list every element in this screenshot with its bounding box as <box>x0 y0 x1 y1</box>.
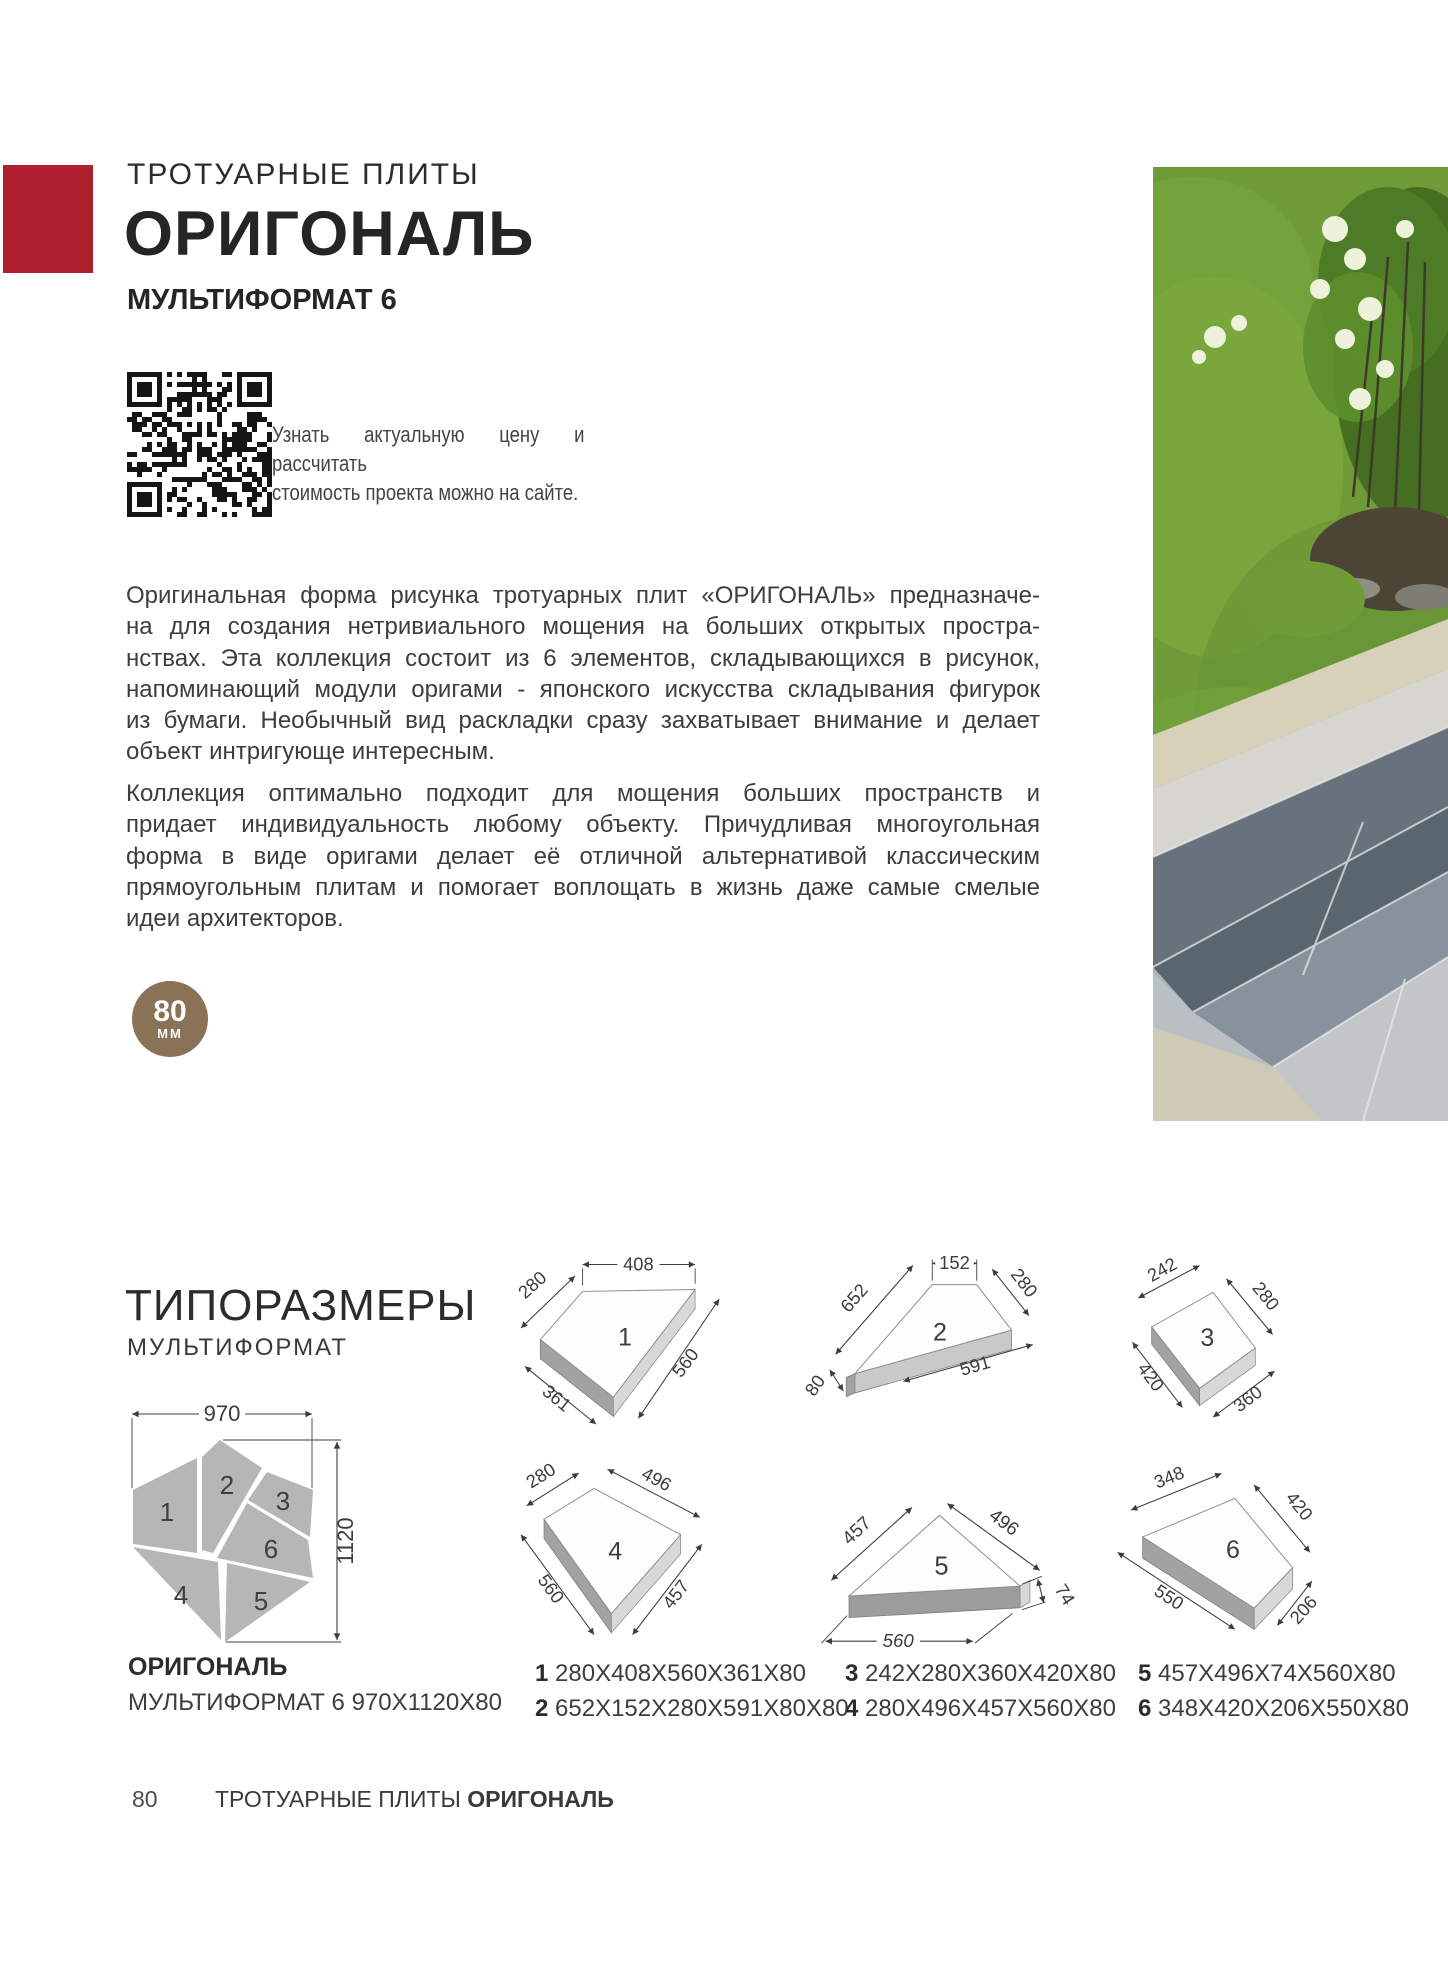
svg-text:6: 6 <box>1226 1536 1240 1565</box>
svg-text:420: 420 <box>1133 1358 1169 1396</box>
piece-drawing-2 <box>795 1233 1085 1433</box>
text-line: объект интригующе интересным. <box>126 738 495 766</box>
accent-square <box>3 165 93 273</box>
svg-text:420: 420 <box>1281 1487 1318 1525</box>
text-line: из бумаги. Необычный вид раскладки сразу захватывает внимание и делает <box>126 707 1040 735</box>
footer-section-title: ТРОТУАРНЫЕ ПЛИТЫ ОРИГОНАЛЬ <box>215 1786 614 1812</box>
svg-text:361: 361 <box>538 1380 576 1416</box>
svg-text:242: 242 <box>1143 1252 1181 1286</box>
svg-text:280: 280 <box>1006 1264 1043 1302</box>
svg-text:280: 280 <box>513 1266 551 1303</box>
svg-text:5: 5 <box>253 1586 269 1616</box>
svg-text:560: 560 <box>882 1630 914 1652</box>
svg-text:560: 560 <box>533 1570 569 1608</box>
page-subtitle: МУЛЬТИФОРМАТ 6 <box>127 284 397 316</box>
svg-text:2: 2 <box>219 1470 235 1500</box>
svg-text:3: 3 <box>275 1486 291 1516</box>
legend-item-6: 6 348Х420Х206Х550Х80 <box>1138 1695 1409 1722</box>
svg-text:6: 6 <box>263 1534 279 1564</box>
thickness-value: 80 <box>153 994 187 1028</box>
thickness-unit: ММ <box>157 1025 183 1041</box>
module-layout-drawing <box>125 1398 365 1650</box>
piece-drawing-4 <box>495 1450 747 1652</box>
qr-caption <box>272 420 584 507</box>
svg-text:360: 360 <box>1229 1380 1267 1417</box>
qr-code <box>127 372 272 517</box>
piece-drawing-5 <box>792 1468 1087 1660</box>
svg-text:457: 457 <box>837 1511 875 1549</box>
piece-drawing-6 <box>1088 1460 1378 1662</box>
text-line: идеи архитекторов. <box>126 905 344 933</box>
text-line: Коллекция оптимально подходит для мощения больших пространств и <box>126 780 1040 807</box>
page-title: ОРИГОНАЛЬ <box>124 199 535 269</box>
svg-text:550: 550 <box>1150 1579 1188 1615</box>
svg-text:408: 408 <box>623 1253 654 1275</box>
svg-text:1: 1 <box>617 1323 632 1352</box>
svg-text:496: 496 <box>985 1504 1024 1540</box>
paving-photo <box>1153 167 1448 1121</box>
svg-text:496: 496 <box>638 1462 676 1496</box>
legend-item-1: 1 280Х408Х560Х361Х80 <box>535 1660 806 1687</box>
svg-text:591: 591 <box>957 1351 993 1380</box>
svg-text:3: 3 <box>1200 1324 1215 1353</box>
legend-product-name: ОРИГОНАЛЬ <box>128 1653 288 1681</box>
typo-section-subtitle: МУЛЬТИФОРМАТ <box>127 1334 348 1361</box>
svg-text:5: 5 <box>934 1552 949 1581</box>
svg-text:152: 152 <box>939 1252 970 1274</box>
thickness-badge <box>132 981 208 1057</box>
legend-module-size: МУЛЬТИФОРМАТ 6 970Х1120Х80 <box>128 1689 502 1716</box>
svg-text:1: 1 <box>159 1497 175 1527</box>
svg-text:206: 206 <box>1285 1591 1322 1628</box>
category-heading: ТРОТУАРНЫЕ ПЛИТЫ <box>127 158 480 191</box>
module-height-label: 1120 <box>333 1517 358 1565</box>
text-line: нствах. Эта коллекция состоит из 6 элементов, складывающихся в рисунок, <box>126 644 1040 672</box>
text-line: Оригинальная форма рисунка тротуарных плит «ОРИГОНАЛЬ» предназначе- <box>126 582 1040 609</box>
svg-text:457: 457 <box>657 1575 694 1613</box>
piece-drawing-1 <box>498 1242 748 1437</box>
text-line: придает индивидуальность любому объекту. Причудливая многоугольная <box>126 811 1040 839</box>
intro-paragraph-2 <box>126 778 1040 934</box>
intro-paragraph-1 <box>126 580 1040 768</box>
legend-item-2: 2 652Х152Х280Х591Х80Х80 <box>535 1695 849 1722</box>
svg-text:280: 280 <box>522 1458 560 1493</box>
module-width-label: 970 <box>203 1401 241 1426</box>
text-line: форма в виде оригами делает её отличной альтернативой классическим <box>126 842 1040 870</box>
page-number: 80 <box>132 1786 158 1812</box>
svg-text:560: 560 <box>667 1344 703 1381</box>
piece-drawing-3 <box>1090 1252 1340 1444</box>
typo-section-title: ТИПОРАЗМЕРЫ <box>125 1281 477 1330</box>
svg-text:2: 2 <box>933 1318 947 1347</box>
svg-text:652: 652 <box>835 1279 872 1317</box>
text-line: напоминающий модули оригами - японского искусства складывания фигурок <box>126 675 1040 703</box>
qr-caption-line: Узнать актуальную цену и рассчитать <box>272 422 585 476</box>
svg-text:80: 80 <box>800 1370 830 1400</box>
svg-text:348: 348 <box>1150 1461 1188 1493</box>
svg-text:74: 74 <box>1050 1580 1080 1609</box>
svg-text:4: 4 <box>173 1580 189 1610</box>
text-line: прямоугольным плитам и помогает воплощать в жизнь даже самые смелые <box>126 873 1040 901</box>
legend-item-4: 4 280Х496Х457Х560Х80 <box>845 1695 1116 1722</box>
svg-text:280: 280 <box>1248 1277 1284 1315</box>
legend-item-3: 3 242Х280Х360Х420Х80 <box>845 1660 1116 1687</box>
svg-text:4: 4 <box>608 1537 623 1566</box>
qr-caption-line: стоимость проекта можно на сайте. <box>272 480 579 505</box>
legend-item-5: 5 457Х496Х74Х560Х80 <box>1138 1660 1396 1687</box>
text-line: на для создания нетривиального мощения на больших открытых простра- <box>126 613 1040 641</box>
